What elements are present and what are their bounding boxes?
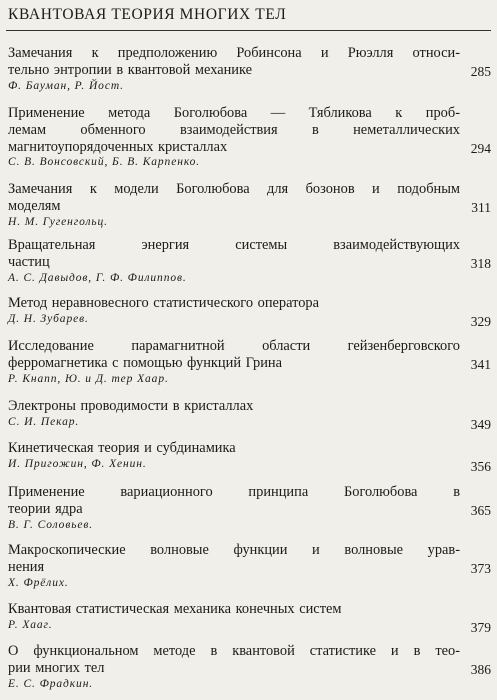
entry-authors: С. И. Пекар. [8, 415, 80, 428]
entry-authors: Р. Кнапп, Ю. и Д. тер Хаар. [8, 372, 169, 385]
entry-title-line: Замечания к предположению Робинсона и Рюэлля относи- [8, 45, 460, 61]
entry-title [8, 440, 460, 457]
entry-page-number: 294 [470, 140, 491, 156]
entry-title-line: Кинетическая теория и субдинамика [8, 440, 236, 456]
entry-authors: Д. Н. Зубарев. [8, 312, 89, 325]
entry-title [8, 45, 460, 79]
entry-title-line: теории ядра [8, 500, 83, 517]
entry-page-number: 349 [470, 416, 491, 432]
entry-title-line: Применение метода Боголюбова — Тябликова к проб- [8, 105, 460, 121]
entry-title-line: Электроны проводимости в кристаллах [8, 398, 254, 414]
entry-authors: А. С. Давыдов, Г. Ф. Филиппов. [8, 271, 187, 284]
entry-title-line: О функциональном методе в квантовой статистике и в тео- [8, 643, 460, 659]
entry-title-line: ферромагнетика с помощью функций Грина [8, 354, 283, 371]
entry-title-line: магнитоупорядоченных кристаллах [8, 138, 228, 155]
entry-title [8, 484, 460, 518]
entry-title-line: Применение вариационного принципа Боголюбова в [8, 484, 460, 500]
entry-authors: Н. М. Гугенгольц. [8, 215, 108, 228]
entry-page-number: 285 [470, 63, 491, 79]
entry-title [8, 295, 460, 312]
entry-authors: Ф. Бауман, Р. Йост. [8, 79, 124, 92]
entry-title [8, 338, 460, 372]
section-title: КВАНТОВАЯ ТЕОРИЯ МНОГИХ ТЕЛ [8, 6, 287, 23]
entry-title-line: Замечания к модели Боголюбова для бозонов и подобным [8, 181, 460, 197]
entry-authors: И. Пригожин, Ф. Хенин. [8, 457, 147, 470]
entry-title-line: Исследование парамагнитной области гейзенберговского [8, 338, 460, 354]
entry-title-line: тельно энтропии в квантовой механике [8, 61, 253, 78]
entry-authors: Е. С. Фрадкин. [8, 677, 94, 690]
entry-title [8, 542, 460, 576]
entry-page-number: 311 [471, 199, 491, 215]
entry-title-line: Метод неравновесного статистического оператора [8, 295, 319, 311]
entry-title-line: частиц [8, 253, 50, 270]
entry-title-line: нения [8, 558, 45, 575]
entry-title [8, 601, 460, 618]
entry-page-number: 318 [470, 255, 491, 271]
entry-page-number: 379 [470, 619, 491, 635]
entry-title [8, 237, 460, 271]
entry-page-number: 386 [470, 661, 491, 677]
entry-title [8, 398, 460, 415]
entry-page-number: 365 [470, 502, 491, 518]
entry-title-line: рии многих тел [8, 659, 105, 676]
entry-title-line: моделям [8, 197, 61, 214]
entry-title [8, 643, 460, 677]
entry-page-number: 373 [470, 560, 491, 576]
title-divider [6, 30, 491, 31]
entry-authors: В. Г. Соловьев. [8, 518, 94, 531]
entry-page-number: 329 [470, 313, 491, 329]
entry-title-line: лемам обменного взаимодействия в неметаллических [8, 121, 460, 138]
entry-title [8, 105, 460, 155]
entry-title-line: Вращательная энергия системы взаимодействующих [8, 237, 460, 253]
entry-title-line: Квантовая статистическая механика конечных систем [8, 601, 342, 617]
entry-authors: С. В. Вонсовский, Б. В. Карпенко. [8, 156, 201, 169]
entry-page-number: 341 [470, 356, 491, 372]
entry-page-number: 356 [470, 458, 491, 474]
entry-authors: Х. Фрёлих. [8, 576, 69, 589]
entry-title-line: Макроскопические волновые функции и волновые урав- [8, 542, 460, 558]
entry-authors: Р. Хааг. [8, 618, 53, 631]
entry-title [8, 181, 460, 215]
